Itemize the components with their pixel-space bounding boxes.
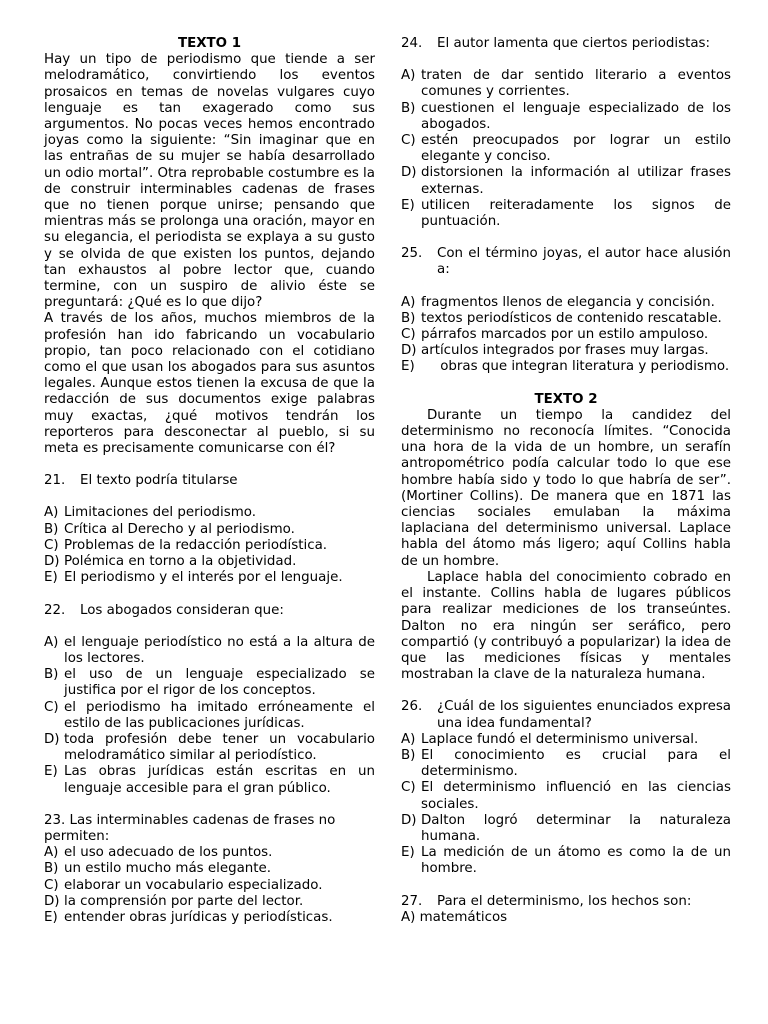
option-22-d[interactable]: D) toda profesión debe tener un vocabulario melodramático similar al periodístico.	[44, 731, 375, 764]
option-23-e[interactable]: E) entender obras jurídicas y periodísticas.	[44, 909, 333, 925]
question-25-number: 25.	[401, 246, 423, 262]
question-21-options	[44, 505, 375, 586]
option-24-d[interactable]: D) distorsionen la información al utilizar frases externas.	[401, 165, 731, 197]
option-23-c[interactable]: C) elaborar un vocabulario especializado.	[44, 877, 323, 893]
option-23-a[interactable]: A) el uso adecuado de los puntos.	[44, 845, 273, 861]
question-26	[401, 699, 731, 731]
texto1-paragraph-1: Hay un tipo de periodismo que tiende a ser melodramático, convirtiendo los eventos prosaicos en temas de novelas vulgares cuyo lenguaje es tan exagerado como sus argumentos. No pocas veces hemos encontrado joyas como la siguiente: “Sin imaginar que en las entrañas de su mujer se había desarrollado un odio mortal”. Otra reprobable costumbre es la de construir interminables cadenas de frases que no tienen porque unirse; pensando que mientras más se prolonga una oración, mayor en su elegancia, el periodista se explaya a su gusto y se olvida de que existen los puntos, dejando tan exhaustos al pobre lector que, cuando termine, con un suspiro de alivio éste se preguntará: ¿Qué es lo que dijo?	[44, 52, 375, 311]
question-23-stem: 23. Las interminables cadenas de frases no permiten:	[44, 812, 336, 844]
option-25-e[interactable]: E) obras que integran literatura y periodismo.	[401, 359, 730, 375]
option-22-a[interactable]: A) el lenguaje periodístico no está a la altura de los lectores.	[44, 634, 375, 666]
question-23-options	[44, 845, 375, 926]
question-22-number: 22.	[44, 602, 66, 618]
option-21-d[interactable]: D) Polémica en torno a la objetividad.	[44, 554, 297, 570]
option-26-a[interactable]: A) Laplace fundó el determinismo universal.	[401, 731, 699, 747]
option-21-e[interactable]: E) El periodismo y el interés por el lenguaje.	[44, 570, 343, 586]
texto2-paragraph-2: Laplace habla del conocimiento cobrado en el instante. Collins habla de lugares públicos para realizar mediciones de los transeúntes. Dalton no era ningún ser seráfico, pero compartió (y contribuyó a popularizar) la idea de que las mediciones físicas y mentales mostraban la clave de la naturaleza humana.	[401, 569, 731, 683]
question-25-options	[401, 295, 731, 376]
option-24-b[interactable]: B) cuestionen el lenguaje especializado de los abogados.	[401, 100, 731, 132]
option-22-e[interactable]: E) Las obras jurídicas están escritas en un lenguaje accesible para el gran público.	[44, 764, 375, 796]
question-24-options	[401, 68, 731, 230]
question-27-stem: Para el determinismo, los hechos son:	[437, 893, 692, 909]
option-27-a[interactable]: A) matemáticos	[401, 909, 508, 925]
question-25	[401, 246, 731, 278]
question-27-number: 27.	[401, 893, 423, 909]
option-26-c[interactable]: C) El determinismo influenció en las ciencias sociales.	[401, 780, 731, 812]
option-25-c[interactable]: C) párrafos marcados por un estilo ampuloso.	[401, 327, 709, 343]
option-26-d[interactable]: D) Dalton logró determinar la naturaleza humana.	[401, 812, 731, 844]
question-27	[401, 894, 731, 910]
option-21-a[interactable]: A) Limitaciones del periodismo.	[44, 505, 256, 521]
option-24-a[interactable]: A) traten de dar sentido literario a eventos comunes y corrientes.	[401, 68, 731, 100]
option-22-b[interactable]: B) el uso de un lenguaje especializado se justifica por el rigor de los conceptos.	[44, 667, 375, 699]
question-24-stem: El autor lamenta que ciertos periodistas:	[437, 36, 711, 51]
question-26-options	[401, 732, 731, 878]
question-22-stem: Los abogados consideran que:	[80, 602, 284, 618]
question-24	[401, 36, 731, 52]
option-26-b[interactable]: B) El conocimiento es crucial para el determinismo.	[401, 747, 731, 780]
question-21-stem: El texto podría titularse	[80, 473, 238, 489]
option-25-d[interactable]: D) artículos integrados por frases muy largas.	[401, 343, 709, 359]
right-column	[401, 36, 731, 926]
option-24-e[interactable]: E) utilicen reiteradamente los signos de puntuación.	[401, 197, 731, 230]
option-21-c[interactable]: C) Problemas de la redacción periodística.	[44, 537, 328, 553]
option-23-b[interactable]: B) un estilo mucho más elegante.	[44, 861, 272, 877]
texto2-paragraph-1: Durante un tiempo la candidez del determinismo no reconocía límites. “Conocida una hora de la vida de un hombre, un serafín antropométrico podía calcular todo lo que ese hombre había sido y todo lo que habría de ser”. (Mortiner Collins). De manera que en 1871 las ciencias sociales emulaban la máxima laplaciana del determinismo universal. Laplace habla del átomo más ligero; aquí Collins habla de un hombre.	[401, 407, 731, 569]
question-24-number: 24.	[401, 36, 423, 51]
question-22	[44, 603, 375, 619]
texto2-title: TEXTO 2	[534, 391, 598, 407]
option-21-b[interactable]: B) Crítica al Derecho y al periodismo.	[44, 521, 295, 537]
question-26-stem: ¿Cuál de los siguientes enunciados expresa una idea fundamental?	[437, 699, 731, 731]
option-23-d[interactable]: D) la comprensión por parte del lector.	[44, 893, 304, 909]
option-24-c[interactable]: C) estén preocupados por lograr un estilo elegante y conciso.	[401, 133, 731, 165]
question-21	[44, 473, 375, 489]
question-26-number: 26.	[401, 699, 423, 715]
texto1-paragraph-2: A través de los años, muchos miembros de la profesión han ido fabricando un vocabulario propio, tan poco relacionado con el cotidiano como el que usan los abogados para sus asuntos legales. Aunque estos tienen la excusa de que la redacción de sus documentos exige palabras muy exactas, ¿qué motivos tendrán los reporteros para desconectar al pueblo, si su meta es precisamente comunicarse con él?	[44, 311, 375, 457]
left-column	[44, 36, 375, 926]
question-22-options	[44, 635, 375, 797]
question-25-stem: Con el término joyas, el autor hace alusión a:	[437, 246, 731, 278]
option-26-e[interactable]: E) La medición de un átomo es como la de un hombre.	[401, 845, 731, 877]
option-25-b[interactable]: B) textos periodísticos de contenido rescatable.	[401, 310, 722, 326]
option-22-c[interactable]: C) el periodismo ha imitado erróneamente el estilo de las publicaciones jurídicas.	[44, 699, 375, 731]
texto1-title: TEXTO 1	[177, 36, 242, 51]
question-21-number: 21.	[44, 473, 66, 489]
option-25-a[interactable]: A) fragmentos llenos de elegancia y concisión.	[401, 294, 715, 310]
